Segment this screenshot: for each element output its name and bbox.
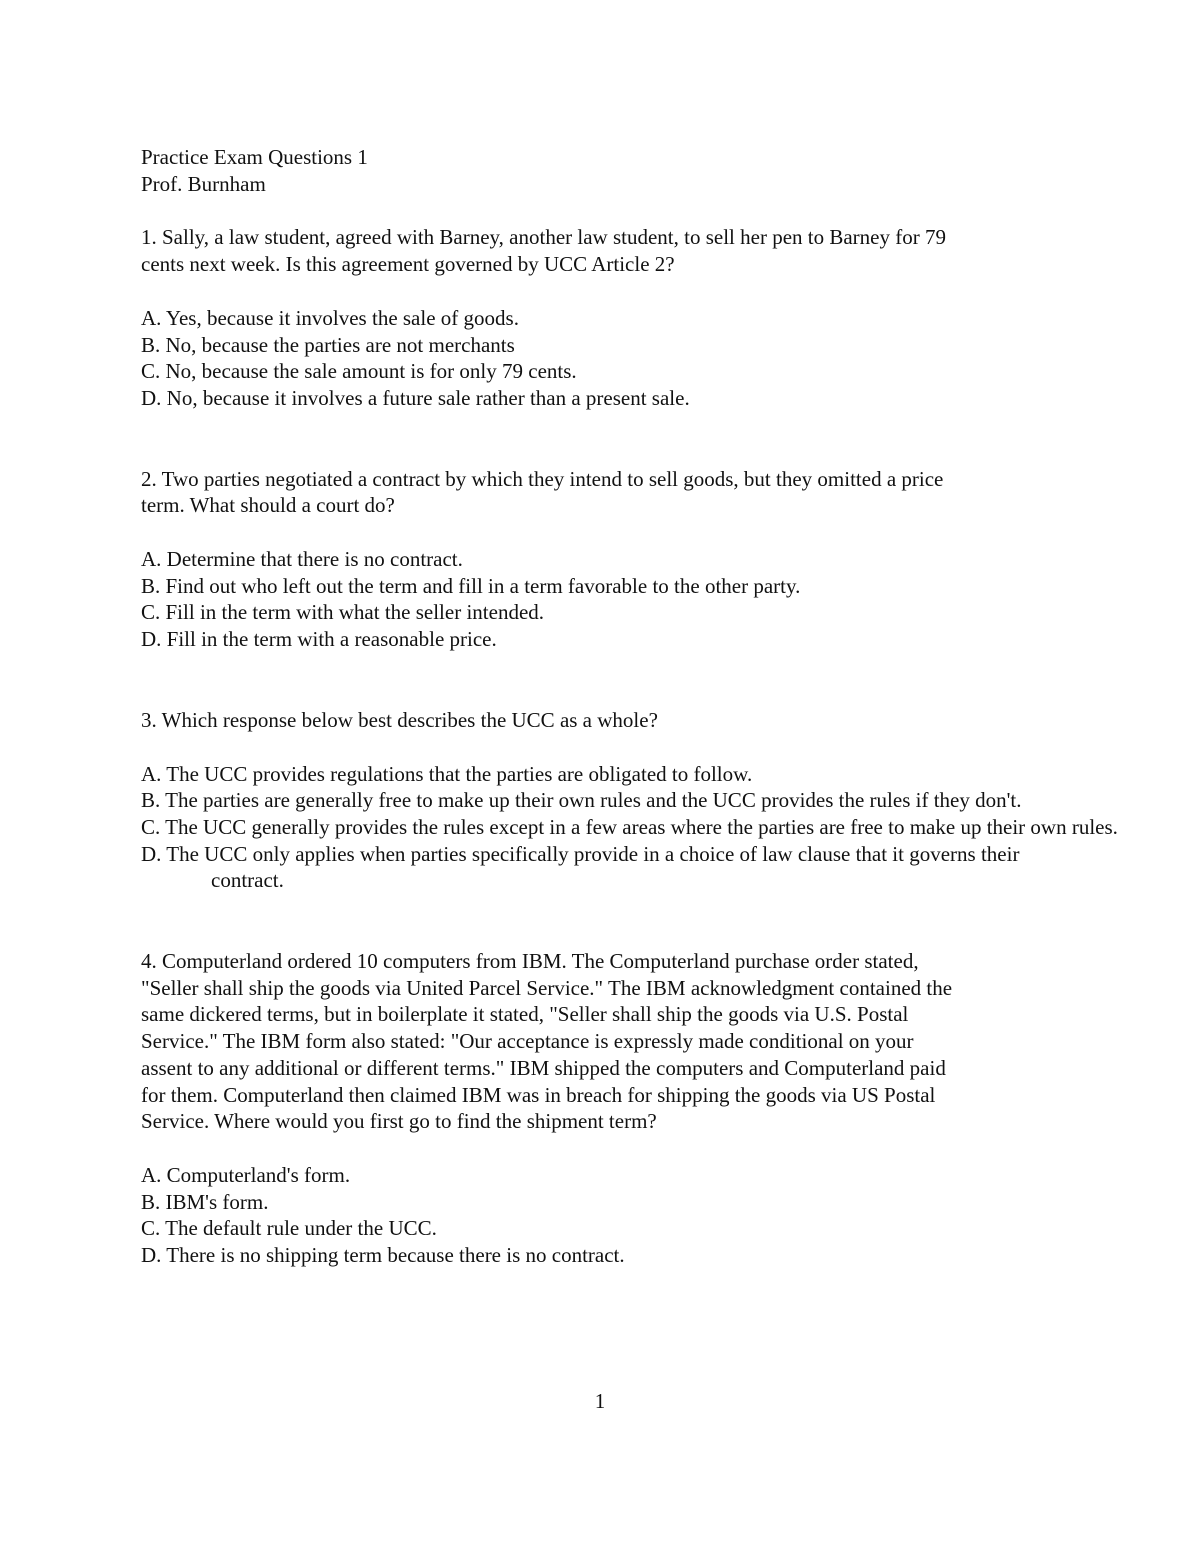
question-3-option-d: D. The UCC only applies when parties specifically provide in a choice of law clause that it governs their contract.: [141, 841, 1020, 893]
question-4-option-a: A. Computerland's form.: [141, 1162, 351, 1187]
question-4-line: Service." The IBM form also stated: "Our acceptance is expressly made conditional on your: [141, 1029, 914, 1054]
question-3-option-b: B. The parties are generally free to make up their own rules and the UCC provides the rules if they don't.: [141, 788, 1022, 813]
question-4-option-c: C. The default rule under the UCC.: [141, 1216, 437, 1241]
question-4-line: "Seller shall ship the goods via United Parcel Service." The IBM acknowledgment contained the: [141, 975, 953, 1000]
question-1-option-b: B. No, because the parties are not merchants: [141, 332, 515, 357]
page-number: 1: [594, 1389, 606, 1413]
question-2-line: term. What should a court do?: [141, 493, 395, 518]
question-4-line: for them. Computerland then claimed IBM was in breach for shipping the goods via US Postal: [141, 1082, 936, 1107]
question-4-line: 4. Computerland ordered 10 computers from IBM. The Computerland purchase order stated,: [141, 949, 919, 974]
question-4-line: same dickered terms, but in boilerplate it stated, "Seller shall ship the goods via U.S. Postal: [141, 1002, 909, 1027]
question-1-line: cents next week. Is this agreement governed by UCC Article 2?: [141, 252, 675, 277]
question-1-option-d: D. No, because it involves a future sale rather than a present sale.: [141, 385, 690, 410]
question-1-option-c: C. No, because the sale amount is for only 79 cents.: [141, 359, 577, 384]
question-3-line: 3. Which response below best describes the UCC as a whole?: [141, 707, 658, 732]
question-4-option-b: B. IBM's form.: [141, 1189, 269, 1214]
question-2-option-c: C. Fill in the term with what the seller intended.: [141, 600, 545, 625]
question-3-option-a: A. The UCC provides regulations that the parties are obligated to follow.: [141, 761, 753, 786]
document-title: Practice Exam Questions 1: [141, 145, 368, 169]
question-2-option-a: A. Determine that there is no contract.: [141, 547, 463, 572]
question-4-option-d: D. There is no shipping term because there is no contract.: [141, 1243, 625, 1268]
question-4-line: Service. Where would you first go to find the shipment term?: [141, 1109, 657, 1134]
question-3: [141, 707, 1118, 894]
question-4: [141, 948, 1071, 1269]
question-2-line: 2. Two parties negotiated a contract by which they intend to sell goods, but they omitted a price: [141, 466, 944, 491]
question-3-option-c: C. The UCC generally provides the rules except in a few areas where the parties are free to make up their own rules.: [141, 814, 1118, 839]
question-1-line: 1. Sally, a law student, agreed with Barney, another law student, to sell her pen to Barney for 79: [141, 225, 946, 250]
question-2-option-d: D. Fill in the term with a reasonable price.: [141, 627, 497, 652]
page-content: [141, 144, 1118, 1269]
question-1: [141, 224, 1071, 411]
question-4-line: assent to any additional or different terms." IBM shipped the computers and Computerland paid: [141, 1055, 946, 1080]
question-1-option-a: A. Yes, because it involves the sale of goods.: [141, 305, 519, 330]
question-2: [141, 466, 1071, 653]
question-2-option-b: B. Find out who left out the term and fill in a term favorable to the other party.: [141, 573, 801, 598]
document-author: Prof. Burnham: [141, 171, 266, 196]
